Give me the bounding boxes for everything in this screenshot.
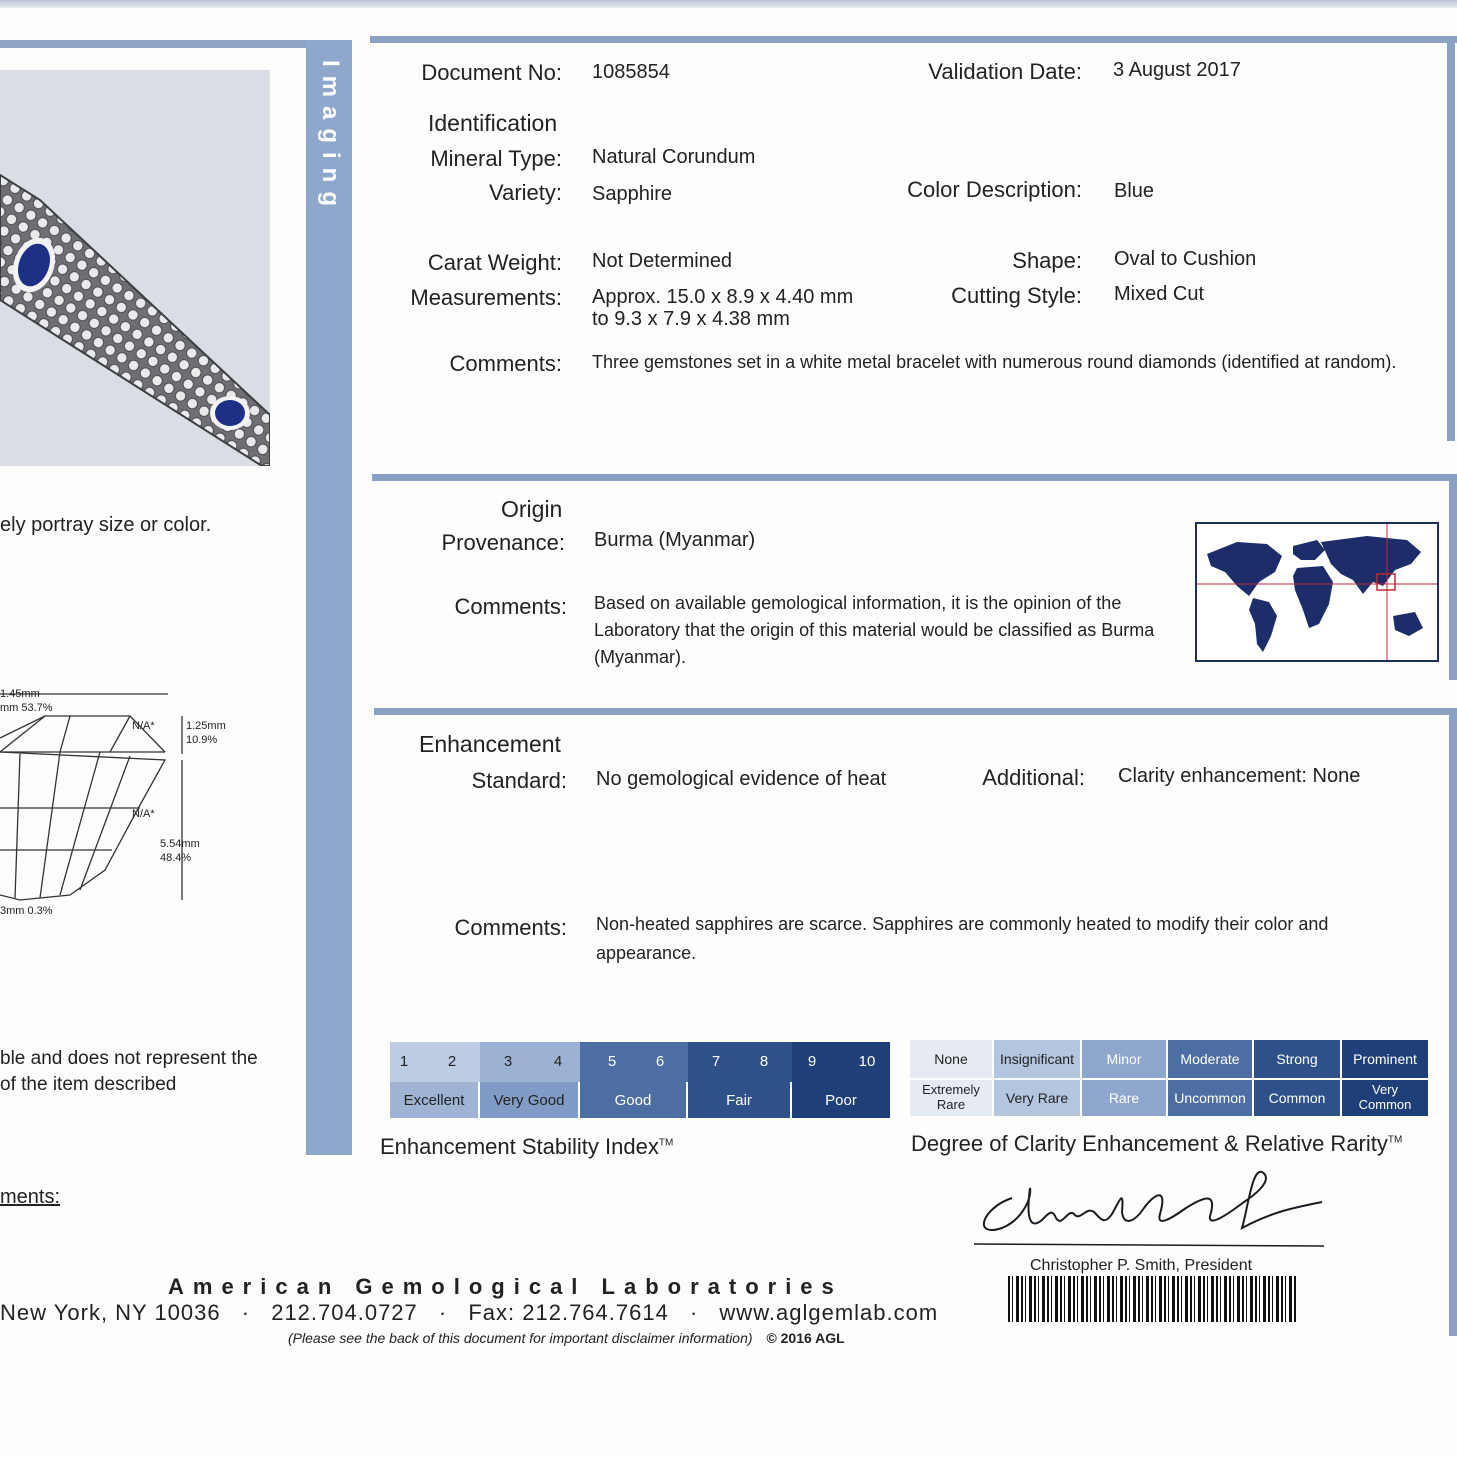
clarity-degree-minor: Minor — [1082, 1040, 1166, 1078]
clarity-degree-strong: Strong — [1254, 1040, 1340, 1078]
signature-image — [972, 1168, 1324, 1250]
clarity-scale-tm: TM — [1387, 1134, 1403, 1146]
doc-no-label: Document No: — [421, 60, 562, 85]
validation-date-value: 3 August 2017 — [1113, 59, 1241, 81]
footer-disclaimer-line — [288, 1330, 845, 1346]
measurements-line1: Approx. 15.0 x 8.9 x 4.40 mm — [592, 286, 854, 308]
photo-caption: ely portray size or color. — [0, 514, 212, 536]
culet-label: 3mm 0.3% — [0, 905, 53, 917]
clarity-degree-moderate: Moderate — [1168, 1040, 1252, 1078]
stability-number-9: 9 — [807, 1053, 817, 1070]
pavilion-girdle-label: N/A* — [132, 808, 155, 820]
ident-panel-top-border — [370, 36, 1457, 43]
variety-label: Variety: — [489, 180, 562, 205]
footer-copyright: © 2016 AGL — [766, 1330, 845, 1346]
shape-value: Oval to Cushion — [1114, 248, 1257, 270]
stability-index-title — [380, 1134, 673, 1160]
provenance-label: Provenance: — [441, 530, 565, 555]
color-description-label: Color Description: — [907, 177, 1082, 202]
standard-label: Standard: — [471, 768, 567, 793]
footer-contact-line: New York, NY 10036 · 212.704.0727 · Fax: 212.764.7614 · www.aglgemlab.com — [0, 1300, 939, 1325]
carat-weight-value: Not Determined — [592, 250, 733, 272]
ident-panel-right-border — [1447, 36, 1455, 441]
crown-height-label: 1.25mm — [186, 720, 226, 732]
variety-value: Sapphire — [592, 183, 673, 205]
stability-number-1: 1 — [399, 1053, 409, 1070]
footer-address: New York, NY 10036 — [0, 1300, 221, 1325]
stability-number-5: 5 — [607, 1053, 617, 1070]
ident-comments-text: Three gemstones set in a white metal bracelet with numerous round diamonds (identified at random). — [592, 352, 1397, 372]
clarity-rarity-extremely-rare: Extremely Rare — [910, 1080, 992, 1116]
enhancement-panel-top-border — [374, 708, 1457, 715]
left-disclaimer-line1: ble and does not represent the — [0, 1048, 258, 1069]
stability-number-6: 6 — [655, 1053, 665, 1070]
origin-heading: Origin — [501, 496, 563, 522]
clarity-degree-none: None — [910, 1040, 992, 1078]
stability-index-scale — [390, 1042, 890, 1118]
stability-grade-excellent: Excellent — [390, 1082, 478, 1118]
enhancement-comments-label: Comments: — [454, 915, 567, 940]
stability-grade-very-good: Very Good — [480, 1082, 578, 1118]
stability-grade-poor: Poor — [792, 1082, 890, 1118]
clarity-scale-title — [911, 1131, 1402, 1157]
stability-number-2: 2 — [447, 1053, 457, 1070]
stability-number-3: 3 — [503, 1053, 513, 1070]
barcode — [1008, 1276, 1298, 1322]
clarity-rarity-scale — [910, 1040, 1428, 1116]
left-panel-top-border — [0, 40, 308, 48]
sapphire-stone-2 — [210, 396, 250, 430]
clarity-degree-insignificant: Insignificant — [994, 1040, 1080, 1078]
identification-heading: Identification — [428, 110, 558, 136]
table-width-label: 1.45mm — [0, 688, 40, 700]
origin-comments-text: Based on available gemological information, it is the opinion of the Laboratory that the origin of this material would be classified as Burma (Myanmar). — [594, 593, 1155, 667]
standard-value: No gemological evidence of heat — [596, 768, 887, 790]
enhancement-panel-right-border — [1449, 708, 1457, 1336]
crown-pct-label: 10.9% — [186, 734, 218, 746]
additional-value: Clarity enhancement: None — [1118, 765, 1361, 787]
footer-phone: 212.704.0727 — [271, 1300, 418, 1325]
stability-grade-good: Good — [580, 1082, 686, 1118]
world-map — [1195, 522, 1439, 662]
measurements-line2: to 9.3 x 7.9 x 4.38 mm — [592, 308, 790, 330]
bracelet-photo — [0, 70, 270, 466]
measurements-label: Measurements: — [410, 285, 562, 310]
pavilion-depth-label: 5.54mm — [160, 838, 200, 850]
origin-panel-right-border — [1449, 474, 1457, 680]
stability-number-4: 4 — [553, 1053, 563, 1070]
gem-cut-diagram — [0, 680, 260, 920]
clarity-degree-prominent: Prominent — [1342, 1040, 1428, 1078]
mineral-type-value: Natural Corundum — [592, 146, 756, 168]
stability-grade-fair: Fair — [688, 1082, 790, 1118]
footer-disclaimer: (Please see the back of this document for important disclaimer information) — [288, 1330, 753, 1346]
validation-date-label: Validation Date: — [928, 59, 1082, 84]
color-description-value: Blue — [1114, 180, 1155, 202]
clarity-scale-title-text: Degree of Clarity Enhancement & Relative Rarity — [911, 1131, 1388, 1156]
stability-number-7: 7 — [711, 1053, 721, 1070]
left-disclaimer-line2: of the item described — [0, 1074, 177, 1095]
footer-fax: Fax: 212.764.7614 — [468, 1300, 669, 1325]
provenance-value: Burma (Myanmar) — [594, 529, 756, 551]
enhancement-comments-text: Non-heated sapphires are scarce. Sapphires are commonly heated to modify their color and appearance. — [596, 914, 1329, 963]
lab-name: American Gemological Laboratories — [168, 1274, 843, 1299]
top-edge — [0, 0, 1457, 8]
stability-number-10: 10 — [858, 1053, 876, 1070]
clarity-rarity-uncommon: Uncommon — [1168, 1080, 1252, 1116]
stability-number-8: 8 — [759, 1053, 769, 1070]
cutting-style-value: Mixed Cut — [1114, 283, 1205, 305]
crown-girdle-label: N/A* — [132, 720, 155, 732]
footer-website[interactable]: www.aglgemlab.com — [719, 1300, 939, 1325]
enhancement-heading: Enhancement — [419, 731, 561, 757]
doc-no-value: 1085854 — [592, 61, 670, 83]
ident-comments-label: Comments: — [449, 351, 562, 376]
imaging-label: Imaging — [317, 60, 344, 216]
signer-name: Christopher P. Smith, President — [1030, 1257, 1253, 1274]
pavilion-pct-label: 48.4% — [160, 852, 192, 864]
left-comments-label: ments: — [0, 1186, 61, 1208]
additional-label: Additional: — [982, 765, 1085, 790]
mineral-type-label: Mineral Type: — [430, 146, 562, 171]
origin-panel-top-border — [372, 474, 1457, 481]
clarity-rarity-common: Common — [1254, 1080, 1340, 1116]
shape-label: Shape: — [1012, 248, 1082, 273]
clarity-rarity-very-rare: Very Rare — [994, 1080, 1080, 1116]
stability-index-tm: TM — [658, 1137, 674, 1149]
clarity-rarity-very-common: Very Common — [1342, 1080, 1428, 1116]
cutting-style-label: Cutting Style: — [951, 283, 1082, 308]
clarity-rarity-rare: Rare — [1082, 1080, 1166, 1116]
carat-weight-label: Carat Weight: — [427, 250, 562, 275]
stability-index-title-text: Enhancement Stability Index — [380, 1134, 659, 1159]
table-pct-label: mm 53.7% — [0, 702, 53, 714]
origin-comments-label: Comments: — [454, 594, 567, 619]
